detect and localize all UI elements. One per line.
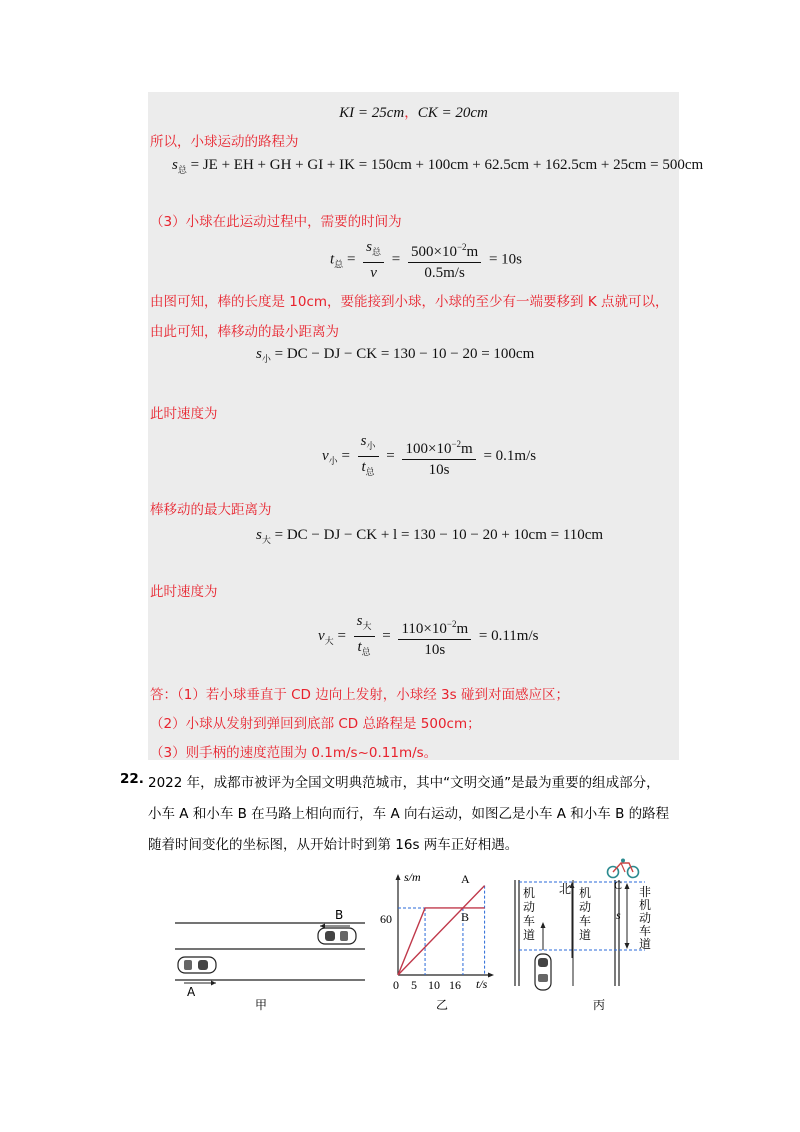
car-icon — [535, 954, 551, 990]
series-line-a — [398, 886, 485, 975]
eq-ki-ck: KI = 25cm，CK = 20cm — [339, 105, 488, 121]
bicycle-icon — [608, 859, 639, 878]
lane-label-2: 机动车道 — [579, 886, 592, 942]
question-number: 22. — [120, 771, 144, 787]
figure-yi-graph — [370, 870, 500, 990]
axis-label-x: t/s — [476, 977, 488, 991]
series-label-a: A — [461, 872, 470, 886]
lane-label-3: 非机动车道 — [639, 885, 652, 951]
series-label-b: B — [461, 910, 470, 924]
caption-bing: 丙 — [593, 998, 606, 1012]
text-max: 棒移动的最大距离为 — [150, 502, 272, 518]
lane-label-1: 机动车道 — [523, 886, 536, 942]
axis-label-y: s/m — [404, 870, 421, 884]
eq-time: $t_总$ = $\frac{s_总}{v}$ = $\frac{500\times 10^{-2}m}{0.5m/s}$ = 10s — [330, 239, 522, 281]
north-label: 北 — [559, 882, 572, 896]
point-c-label: C — [614, 878, 623, 892]
caption-jia: 甲 — [255, 998, 268, 1012]
tick-x-10: 10 — [428, 978, 440, 992]
car-b-icon — [318, 928, 356, 944]
text-so: 所以，小球运动的路程为 — [150, 134, 299, 150]
answer-1: 答：（1）若小球垂直于 CD 边向上发射，小球经 3s 碰到对面感应区； — [150, 687, 569, 703]
car-a-icon — [178, 957, 216, 973]
text-speed2: 此时速度为 — [150, 584, 218, 600]
series-line-b — [398, 908, 485, 975]
text-rod: 由图可知，棒的长度是 10cm，要能接到小球，小球的至少有一端要移到 K 点就可以， — [150, 294, 669, 310]
question-line-1: 2022 年，成都市被评为全国文明典范城市，其中“文明交通”是最为重要的组成部分， — [148, 775, 660, 791]
tick-origin: 0 — [393, 978, 399, 992]
text-speed1: 此时速度为 — [150, 406, 218, 422]
eq-max-speed: $v_大$ = $\frac{s_大}{t_总}$ = $\frac{110\times 10^{-2}m}{10s}$ = 0.11m/s — [318, 613, 539, 658]
eq-max-dist: $s_大$ = DC − DJ − CK + l = 130 − 10 − 20 + 10cm = 110cm — [256, 527, 604, 545]
tick-x-16: 16 — [449, 978, 461, 992]
text-part3: （3）小球在此运动过程中，需要的时间为 — [150, 214, 402, 230]
eq-min-dist: $s_小$ = DC − DJ − CK = 130 − 10 − 20 = 100cm — [256, 346, 535, 364]
distance-s-label: s — [616, 908, 621, 922]
answer-3: （3）则手柄的速度范围为 0.1m/s~0.11m/s。 — [150, 745, 438, 761]
tick-x-5: 5 — [411, 978, 417, 992]
text-min: 由此可知，棒移动的最小距离为 — [150, 324, 339, 340]
question-line-2: 小车 A 和小车 B 在马路上相向而行，车 A 向右运动，如图乙是小车 A 和小车 B 的路程 — [148, 806, 670, 822]
label-car-a: A — [187, 985, 196, 999]
eq-total-path: $s_总$ = JE + EH + GH + GI + IK = 150cm + 100cm + 62.5cm + 162.5cm + 25cm = 500cm — [172, 157, 704, 175]
question-line-3: 随着时间变化的坐标图，从开始计时到第 16s 两车正好相遇。 — [148, 837, 519, 853]
answer-2: （2）小球从发射到弹回到底部 CD 总路程是 500cm； — [150, 716, 481, 732]
caption-yi: 乙 — [436, 998, 449, 1012]
label-car-b: B — [335, 908, 344, 922]
tick-y-60: 60 — [380, 912, 392, 926]
eq-min-speed: $v_小$ = $\frac{s_小}{t_总}$ = $\frac{100\times 10^{-2}m}{10s}$ = 0.1m/s — [322, 433, 537, 478]
